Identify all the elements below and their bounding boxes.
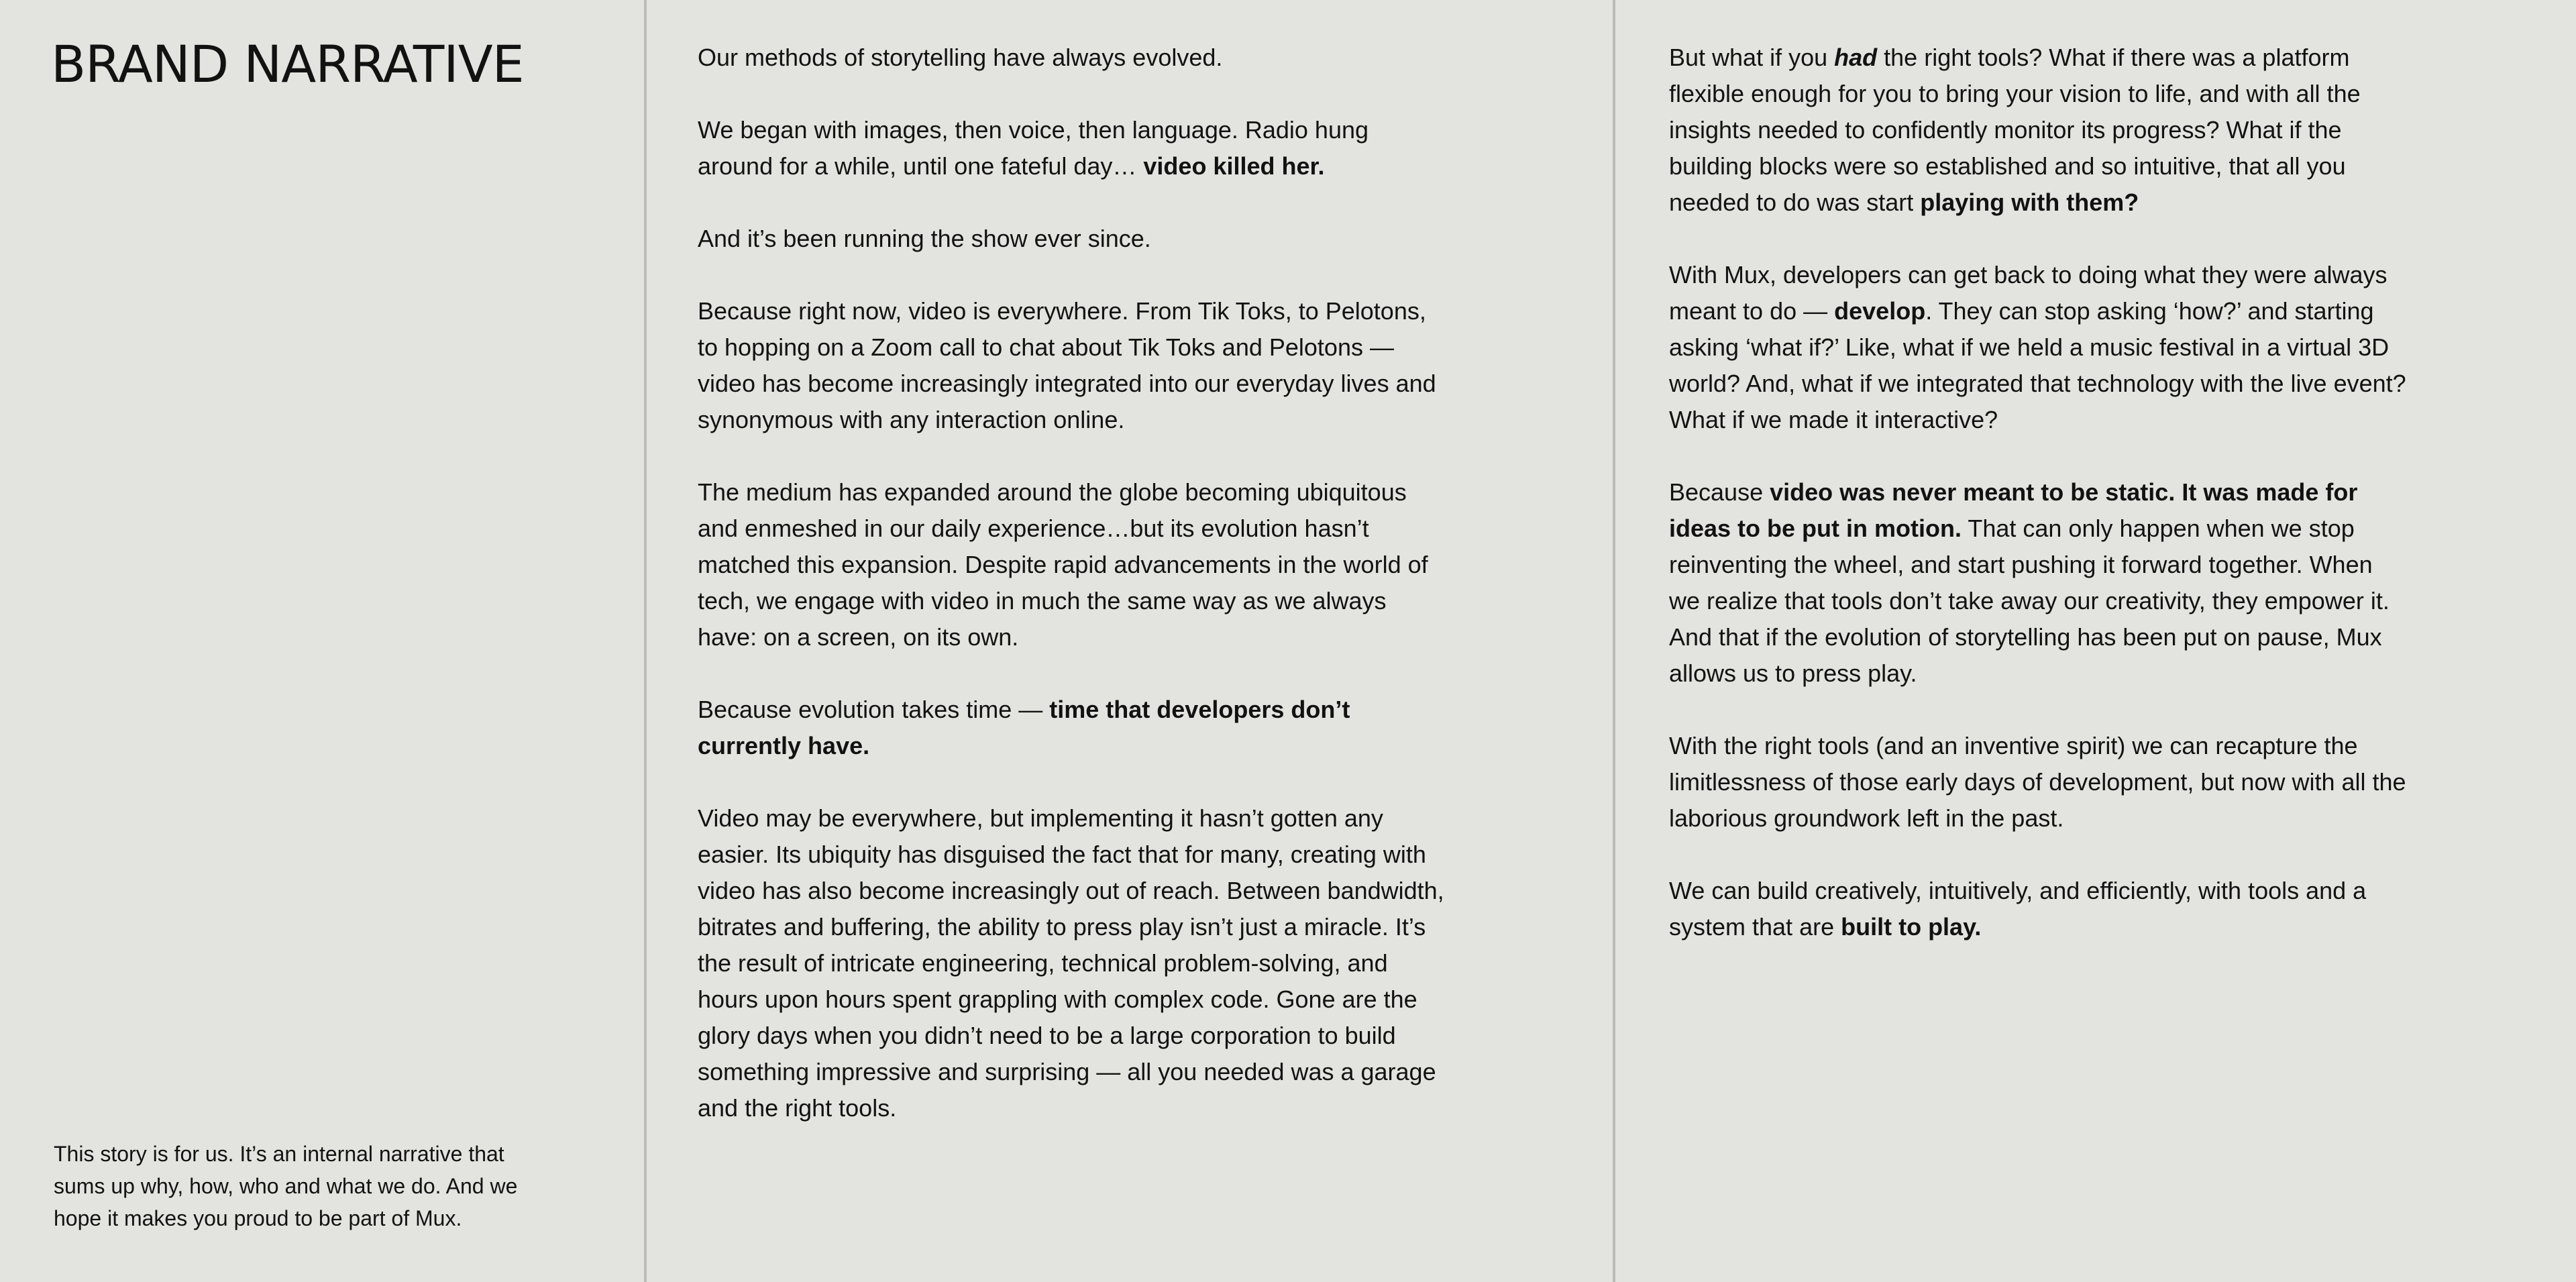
paragraph [1669, 40, 2407, 221]
text-run: the right tools? What if there was a platform flexible enough for you to bring your vision to life, and with all the insights needed to confidently monitor its progress? What if the building blocks were so established and so intuitive, that all you needed to do was start [1669, 44, 2361, 216]
emphasis [1834, 44, 1877, 71]
middle-text [698, 40, 1449, 1163]
text-run: But what if you [1669, 44, 1835, 71]
paragraph: Because right now, video is everywhere. From Tik Toks, to Pelotons, to hopping on a Zoom call to chat about Tik Toks and Pelotons — video has become increasingly integrated into our everyday lives and synonymous with any interaction online. [698, 297, 1436, 433]
right-column [1613, 0, 2576, 1282]
paragraph [1669, 873, 2407, 945]
text-run: Because evolution takes time — [698, 696, 1050, 723]
emphasis: develop [1834, 297, 1926, 325]
text-run: With Mux, developers can get back to doing what they were always meant to do — [1669, 261, 2387, 325]
emphasis: video killed her. [1143, 152, 1325, 180]
middle-column [644, 0, 1613, 1282]
emphasis: built to play. [1841, 913, 1982, 941]
emphasis: time that developers don’t currently have. [698, 696, 1350, 759]
paragraph: And it’s been running the show ever since. [698, 225, 1151, 252]
right-text [1669, 40, 2407, 981]
paragraph: Video may be everywhere, but implementing it hasn’t gotten any easier. Its ubiquity has disguised the fact that for many, creating with video has also become increasingly out of reach. Between bandwidth, bitrates and buffering, the ability to press play isn’t just a miracle. It’s the result of intricate engineering, technical problem-solving, and hours upon hours spent grappling with complex code. Gone are the glory days when you didn’t need to be a large corporation to build something impressive and surprising — all you needed was a garage and the right tools. [698, 804, 1444, 1122]
paragraph [698, 112, 1449, 184]
text-run: We began with images, then voice, then language. Radio hung around for a while, until one fateful day… [698, 116, 1369, 180]
italic-emphasis: had [1834, 44, 1878, 71]
paragraph [1669, 257, 2407, 438]
text-run: We can build creatively, intuitively, and efficiently, with tools and a system that are [1669, 877, 2367, 941]
text-run: Because [1669, 478, 1770, 506]
left-column [0, 0, 643, 1282]
paragraph [698, 692, 1449, 764]
intro-note: This story is for us. It’s an internal narrative that sums up why, how, who and what we do. And we hope it makes you proud to be part of Mux. [54, 1142, 518, 1230]
paragraph: The medium has expanded around the globe becoming ubiquitous and enmeshed in our daily experience…but its evolution hasn’t matched this expansion. Despite rapid advancements in the world of tech, we engage with video in much the same way as we always have: on a screen, on its own. [698, 478, 1428, 651]
paragraph [1669, 474, 2407, 692]
paragraph: With the right tools (and an inventive spirit) we can recapture the limitlessness of those early days of development, but now with all the laborious groundwork left in the past. [1669, 732, 2406, 832]
emphasis: video was never meant to be static. It was made for ideas to be put in motion. [1669, 478, 2358, 542]
emphasis: playing with them? [1920, 189, 2139, 216]
page-title: BRAND NARRATIVE [51, 34, 524, 94]
text-run: . They can stop asking ‘how?’ and starting asking ‘what if?’ Like, what if we held a music festival in a virtual 3D world? And, what if we integrated that technology with the live event? What if we made it interactive? [1669, 297, 2406, 433]
text-run: That can only happen when we stop reinventing the wheel, and start pushing it forward together. When we realize that tools don’t take away our creativity, they empower it. And that if the evolution of storytelling has been put on pause, Mux allows us to press play. [1669, 515, 2390, 687]
paragraph: Our methods of storytelling have always evolved. [698, 44, 1223, 71]
